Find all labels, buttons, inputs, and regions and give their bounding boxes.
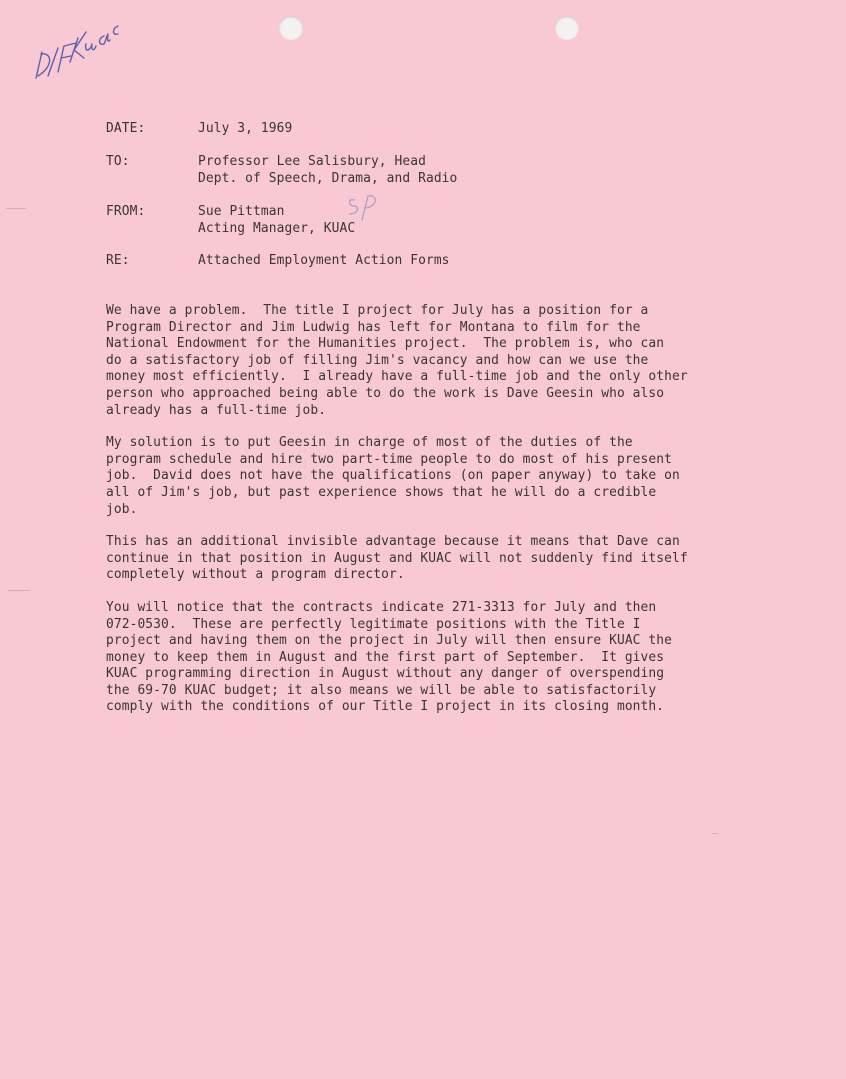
punch-hole-left — [279, 16, 303, 40]
date-value: July 3, 1969 — [198, 121, 293, 136]
memo-body — [106, 303, 746, 716]
date-label: DATE: — [106, 121, 146, 136]
from-label: FROM: — [106, 204, 146, 219]
body-line: person who approached being able to do the work is Dave Geesin who also — [106, 385, 665, 401]
from-line: Acting Manager, KUAC — [198, 221, 356, 236]
body-line: do a satisfactory job of filling Jim's vacancy and how can we use the — [106, 352, 649, 368]
body-line: 072-0530. These are perfectly legitimate positions with the Title I — [106, 616, 641, 632]
body-line: This has an additional invisible advantage because it means that Dave can — [106, 534, 680, 550]
body-line: My solution is to put Geesin in charge of most of the duties of the — [106, 435, 633, 451]
memo — [106, 118, 746, 732]
from-line: Sue Pittman — [198, 204, 285, 219]
to-line: Dept. of Speech, Drama, and Radio — [198, 171, 458, 186]
body-paragraph — [106, 303, 746, 419]
to-label: TO: — [106, 154, 130, 169]
date-row — [106, 120, 746, 137]
body-line: KUAC programming direction in August without any danger of overspending — [106, 666, 665, 682]
body-line: already has a full-time job. — [106, 402, 327, 418]
body-line: the 69-70 KUAC budget; it also means we will be able to satisfactorily — [106, 682, 657, 698]
body-paragraph — [106, 534, 746, 584]
body-line: completely without a program director. — [106, 567, 405, 583]
from-row — [106, 203, 746, 237]
body-line: We have a problem. The title I project for July has a position for a — [106, 303, 649, 318]
body-paragraph — [106, 600, 746, 716]
body-line: project and having them on the project in July will then ensure KUAC the — [106, 633, 672, 649]
punch-hole-right — [555, 16, 579, 40]
paper-speck — [8, 590, 30, 591]
from-value — [198, 203, 746, 237]
re-label: RE: — [106, 253, 130, 268]
body-paragraph — [106, 435, 746, 518]
body-line: National Endowment for the Humanities project. The problem is, who can — [106, 336, 665, 352]
handwritten-note — [28, 10, 128, 90]
re-value: Attached Employment Action Forms — [198, 253, 450, 268]
to-line: Professor Lee Salisbury, Head — [198, 154, 426, 169]
paper-speck — [712, 833, 718, 834]
body-line: Program Director and Jim Ludwig has left for Montana to film for the — [106, 319, 641, 335]
body-line: You will notice that the contracts indicate 271-3313 for July and then — [106, 599, 657, 615]
body-line: all of Jim's job, but past experience shows that he will do a credible — [106, 484, 657, 500]
body-line: job. David does not have the qualifications (on paper anyway) to take on — [106, 468, 680, 484]
to-value — [198, 153, 746, 187]
body-line: job. — [106, 501, 138, 517]
paper-speck — [6, 208, 26, 209]
re-row — [106, 252, 746, 269]
body-line: comply with the conditions of our Title I project in its closing month. — [106, 699, 665, 715]
body-line: money to keep them in August and the first part of September. It gives — [106, 649, 665, 665]
body-line: continue in that position in August and KUAC will not suddenly find itself — [106, 550, 688, 566]
body-line: money most efficiently. I already have a full-time job and the only other — [106, 369, 688, 385]
to-row — [106, 153, 746, 187]
body-line: program schedule and hire two part-time people to do most of his present — [106, 451, 672, 467]
